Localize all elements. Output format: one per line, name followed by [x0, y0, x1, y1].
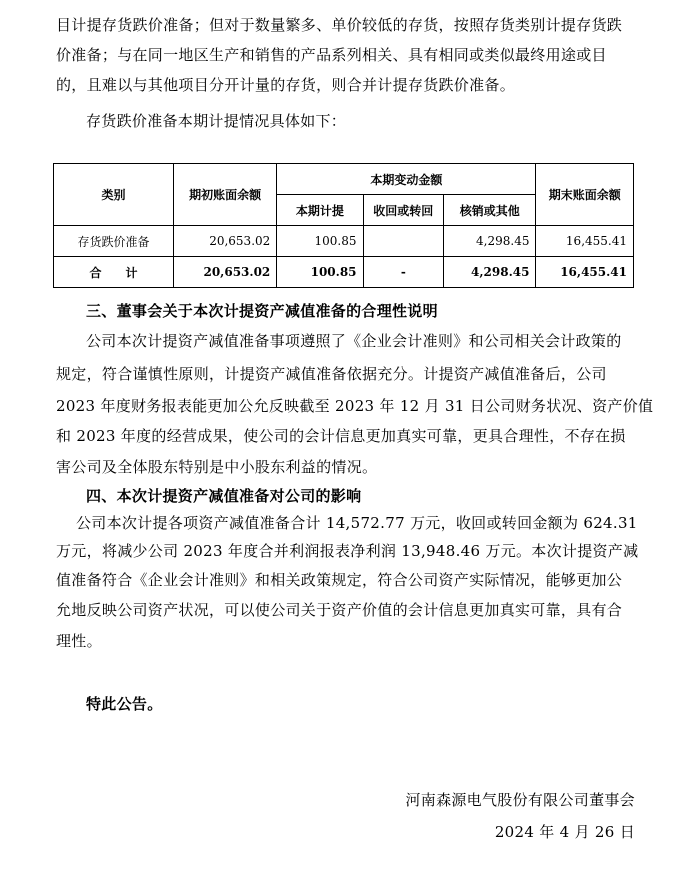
- header-written-off: 核销或其他: [444, 195, 536, 226]
- header-closing: 期末账面余额: [536, 164, 634, 226]
- paragraph-line: 害公司及全体股东特别是中小股东利益的情况。: [56, 458, 378, 476]
- header-accrued: 本期计提: [277, 195, 363, 226]
- paragraph-line: 价准备；与在同一地区生产和销售的产品系列相关、具有相同或类似最终用途或目: [56, 46, 607, 64]
- cell-recovered: [363, 226, 444, 257]
- announcement-date: 2024 年 4 月 26 日: [494, 823, 635, 841]
- header-opening: 期初账面余额: [173, 164, 276, 226]
- paragraph-line: 值准备符合《企业会计准则》和相关政策规定，符合公司资产实际情况，能够更加公: [56, 571, 623, 589]
- signatory: 河南森源电气股份有限公司董事会: [405, 791, 635, 809]
- cell-category: 存货跌价准备: [54, 226, 174, 257]
- total-recovered: -: [363, 257, 444, 288]
- section-3-heading: 三、董事会关于本次计提资产减值准备的合理性说明: [86, 302, 438, 320]
- header-category: 类别: [54, 164, 174, 226]
- section-4-heading: 四、本次计提资产减值准备对公司的影响: [86, 487, 362, 505]
- header-change-group: 本期变动金额: [277, 164, 536, 195]
- paragraph-line: 的，且难以与其他项目分开计量的存货，则合并计提存货跌价准备。: [56, 76, 516, 94]
- paragraph-line: 和 2023 年度的经营成果，使公司的会计信息更加真实可靠，更具合理性，不存在损: [56, 427, 626, 445]
- total-written-off: 4,298.45: [444, 257, 536, 288]
- total-label: 合 计: [54, 257, 174, 288]
- cell-closing: 16,455.41: [536, 226, 634, 257]
- closing-notice: 特此公告。: [86, 695, 163, 713]
- total-accrued: 100.85: [277, 257, 363, 288]
- paragraph-line: 理性。: [56, 632, 102, 650]
- paragraph-line: 公司本次计提资产减值准备事项遵照了《企业会计准则》和公司相关会计政策的: [86, 332, 622, 350]
- cell-written-off: 4,298.45: [444, 226, 536, 257]
- table-row: [54, 226, 634, 257]
- total-closing: 16,455.41: [536, 257, 634, 288]
- paragraph-line: 允地反映公司资产状况，可以使公司关于资产价值的会计信息更加真实可靠，具有合: [56, 601, 623, 619]
- header-recovered: 收回或转回: [363, 195, 444, 226]
- table-intro: 存货跌价准备本期计提情况具体如下：: [86, 112, 347, 130]
- paragraph-line: 万元，将减少公司 2023 年度合并利润报表净利润 13,948.46 万元。本次计提资产减: [56, 542, 639, 560]
- table-total-row: [54, 257, 634, 288]
- paragraph-line: 目计提存货跌价准备；但对于数量繁多、单价较低的存货，按照存货类别计提存货跌: [56, 16, 623, 34]
- impairment-table: [53, 163, 634, 288]
- total-opening: 20,653.02: [173, 257, 276, 288]
- cell-accrued: 100.85: [277, 226, 363, 257]
- paragraph-line: 2023 年度财务报表能更加公允反映截至 2023 年 12 月 31 日公司财务状况、资产价值: [56, 397, 654, 415]
- cell-opening: 20,653.02: [173, 226, 276, 257]
- paragraph-line: 公司本次计提各项资产减值准备合计 14,572.77 万元，收回或转回金额为 624.31: [76, 514, 638, 532]
- paragraph-line: 规定，符合谨慎性原则，计提资产减值准备依据充分。计提资产减值准备后，公司: [56, 365, 607, 383]
